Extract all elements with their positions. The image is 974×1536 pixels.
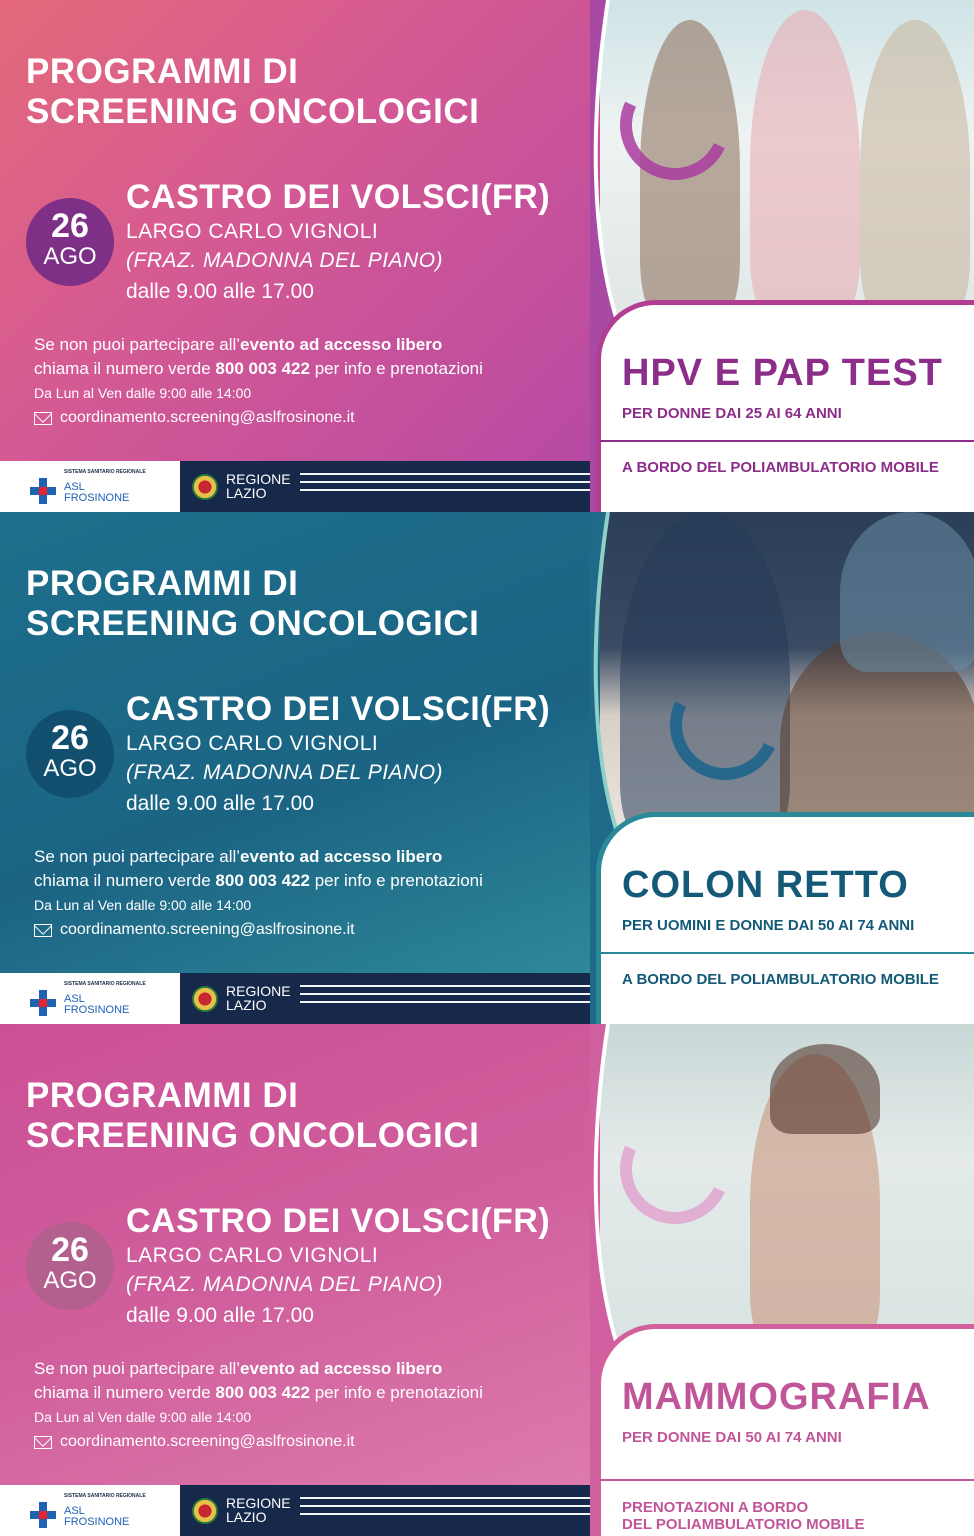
event-hours: dalle 9.00 alle 17.00 (126, 280, 314, 303)
footer-bar (0, 461, 610, 512)
email-row (34, 921, 355, 939)
event-frazione: (FRAZ. MADONNA DEL PIANO) (126, 1273, 444, 1296)
event-day: 26 (51, 207, 89, 245)
office-hours: Da Lun al Ven dalle 9:00 alle 14:00 (34, 1409, 252, 1425)
footer-bar (0, 973, 610, 1024)
event-city: CASTRO DEI VOLSCI(FR) (126, 1202, 551, 1240)
mail-icon (34, 924, 52, 937)
event-frazione: (FRAZ. MADONNA DEL PIANO) (126, 761, 444, 784)
phone-number[interactable]: 800 003 422 (215, 1383, 310, 1402)
decorative-lines (300, 985, 600, 1009)
decorative-lines (300, 473, 600, 497)
event-hours: dalle 9.00 alle 17.00 (126, 1304, 314, 1327)
card-divider (600, 952, 974, 954)
test-title: HPV E PAP TEST (622, 352, 943, 394)
phone-number[interactable]: 800 003 422 (215, 871, 310, 890)
test-title: COLON RETTO (622, 864, 909, 906)
info-line: Se non puoi partecipare all’evento ad accesso libero (34, 335, 443, 354)
phone-line: chiama il numero verde 800 003 422 per info e prenotazioni (34, 359, 483, 378)
event-address: LARGO CARLO VIGNOLI (126, 220, 379, 243)
decorative-lines (300, 1497, 600, 1521)
footer-bar (0, 1485, 610, 1536)
mail-icon (34, 1436, 52, 1449)
phone-line: chiama il numero verde 800 003 422 per info e prenotazioni (34, 871, 483, 890)
test-target: PER DONNE DAI 25 AI 64 ANNI (622, 405, 842, 422)
test-target: PER UOMINI E DONNE DAI 50 AI 74 ANNI (622, 917, 915, 934)
event-month: AGO (43, 243, 97, 270)
mobile-clinic-note: A BORDO DEL POLIAMBULATORIO MOBILE (622, 459, 939, 476)
event-address: LARGO CARLO VIGNOLI (126, 1244, 379, 1267)
photo-area (600, 1024, 974, 1364)
photo-area (600, 0, 974, 340)
asl-logo: SISTEMA SANITARIO REGIONALE ASL FROSINONE (0, 461, 180, 512)
card-divider (600, 440, 974, 442)
program-title: PROGRAMMI DI SCREENING ONCOLOGICI (26, 1076, 480, 1155)
asl-logo: SISTEMA SANITARIO REGIONALE ASL FROSINONE (0, 1485, 180, 1536)
test-title: MAMMOGRAFIA (622, 1376, 931, 1418)
card-divider (600, 1479, 974, 1481)
test-target: PER DONNE DAI 50 AI 74 ANNI (622, 1429, 842, 1446)
region-name: REGIONE LAZIO (226, 471, 291, 501)
region-name: REGIONE LAZIO (226, 983, 291, 1013)
cross-icon (30, 478, 56, 504)
program-title: PROGRAMMI DI SCREENING ONCOLOGICI (26, 52, 480, 131)
info-line: Se non puoi partecipare all’evento ad accesso libero (34, 847, 443, 866)
person-figure (840, 512, 974, 672)
person-figure (860, 20, 970, 320)
info-line: Se non puoi partecipare all’evento ad accesso libero (34, 1359, 443, 1378)
cross-icon (30, 990, 56, 1016)
event-city: CASTRO DEI VOLSCI(FR) (126, 690, 551, 728)
event-day: 26 (51, 719, 89, 757)
office-hours: Da Lun al Ven dalle 9:00 alle 14:00 (34, 897, 252, 913)
event-city: CASTRO DEI VOLSCI(FR) (126, 178, 551, 216)
event-month: AGO (43, 1267, 97, 1294)
email-link[interactable]: coordinamento.screening@aslfrosinone.it (60, 1433, 355, 1450)
event-hours: dalle 9.00 alle 17.00 (126, 792, 314, 815)
event-address: LARGO CARLO VIGNOLI (126, 732, 379, 755)
mobile-clinic-note: PRENOTAZIONI A BORDO DEL POLIAMBULATORIO MOBILE (622, 1499, 865, 1533)
screening-banner-1 (0, 0, 974, 512)
person-figure (770, 1044, 880, 1134)
email-row (34, 1433, 355, 1451)
phone-line: chiama il numero verde 800 003 422 per info e prenotazioni (34, 1383, 483, 1402)
screening-banner-2 (0, 512, 974, 1024)
event-date-badge (26, 198, 114, 286)
email-link[interactable]: coordinamento.screening@aslfrosinone.it (60, 921, 355, 938)
email-link[interactable]: coordinamento.screening@aslfrosinone.it (60, 409, 355, 426)
program-title: PROGRAMMI DI SCREENING ONCOLOGICI (26, 564, 480, 643)
mobile-clinic-note: A BORDO DEL POLIAMBULATORIO MOBILE (622, 971, 939, 988)
email-row (34, 409, 355, 427)
photo-area (600, 512, 974, 852)
region-crest-icon (192, 986, 218, 1012)
mail-icon (34, 412, 52, 425)
office-hours: Da Lun al Ven dalle 9:00 alle 14:00 (34, 385, 252, 401)
event-day: 26 (51, 1231, 89, 1269)
region-crest-icon (192, 1498, 218, 1524)
event-date-badge (26, 1222, 114, 1310)
phone-number[interactable]: 800 003 422 (215, 359, 310, 378)
region-crest-icon (192, 474, 218, 500)
person-figure (750, 10, 860, 320)
region-name: REGIONE LAZIO (226, 1495, 291, 1525)
event-date-badge (26, 710, 114, 798)
screening-banner-3 (0, 1024, 974, 1536)
cross-icon (30, 1502, 56, 1528)
event-month: AGO (43, 755, 97, 782)
asl-logo: SISTEMA SANITARIO REGIONALE ASL FROSINONE (0, 973, 180, 1024)
event-frazione: (FRAZ. MADONNA DEL PIANO) (126, 249, 444, 272)
